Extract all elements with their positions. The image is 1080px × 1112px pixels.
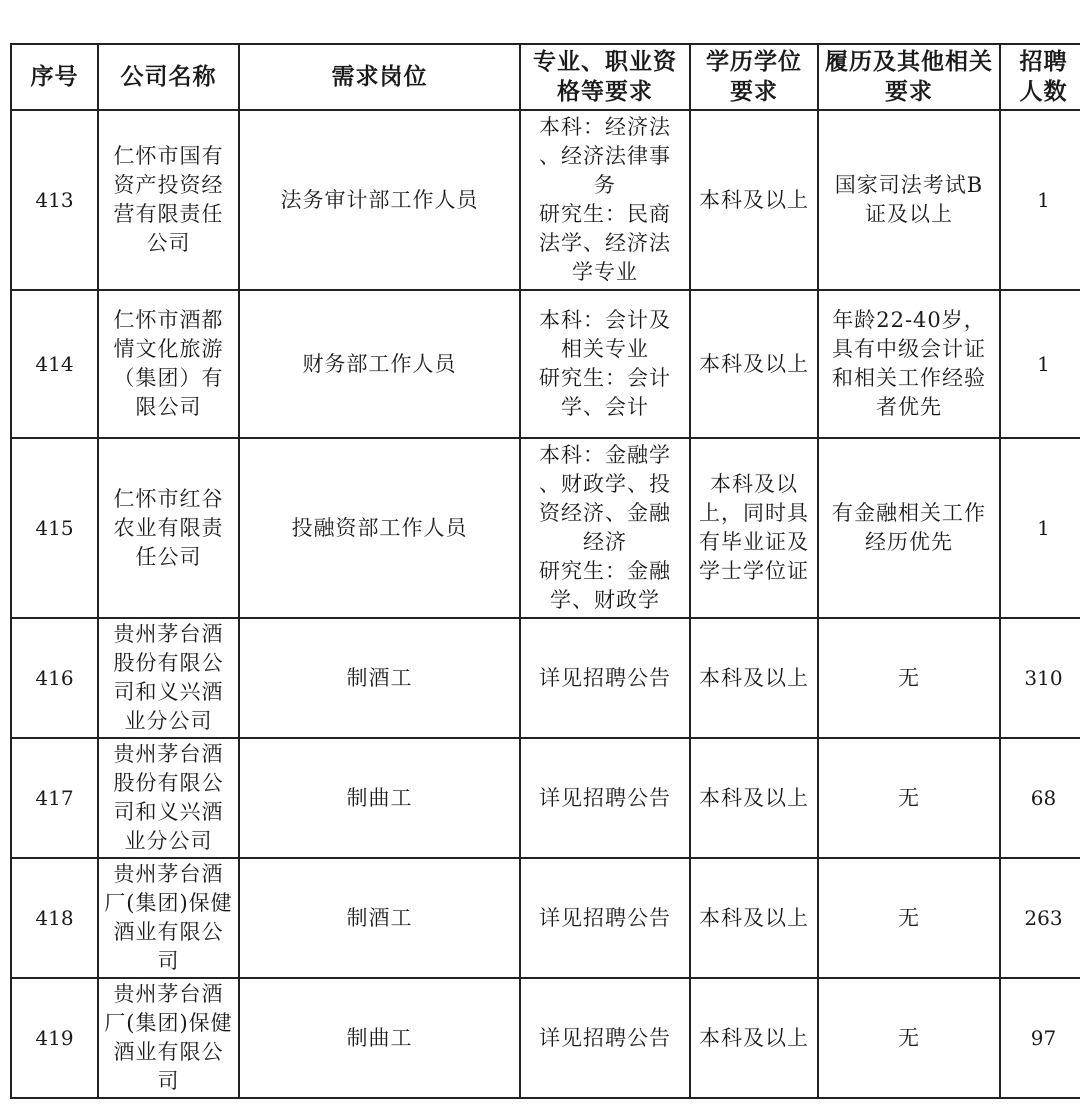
cell-seq: 417 [11, 738, 98, 858]
cell-seq: 415 [11, 438, 98, 618]
cell-experience-line: 年龄22-40岁， [832, 308, 986, 332]
cell-major-line: 研究生：会计 [539, 366, 671, 390]
cell-seq: 416 [11, 618, 98, 738]
cell-major [520, 290, 690, 438]
cell-major-line: 法学、经济法 [539, 231, 671, 255]
header-row [11, 44, 1080, 110]
cell-major-line: 详见招聘公告 [539, 1025, 671, 1050]
cell-position: 制曲工 [239, 738, 520, 858]
cell-major [520, 978, 690, 1098]
cell-major-line: 学、财政学 [550, 588, 660, 612]
cell-major [520, 438, 690, 618]
table-row [11, 438, 1080, 618]
cell-education: 本科及以上 [690, 290, 818, 438]
table-row [11, 978, 1080, 1098]
cell-experience-line: 有金融相关工作 [832, 501, 986, 525]
cell-experience [818, 618, 1000, 738]
header-seq: 序号 [11, 44, 98, 110]
cell-experience-line: 具有中级会计证 [832, 337, 986, 361]
cell-experience [818, 110, 1000, 290]
cell-seq: 413 [11, 110, 98, 290]
cell-company: 贵州茅台酒股份有限公司和义兴酒业分公司 [98, 738, 239, 858]
cell-education: 本科及以上 [690, 978, 818, 1098]
cell-experience [818, 438, 1000, 618]
table-row [11, 110, 1080, 290]
cell-major [520, 858, 690, 978]
cell-major-line: 经济 [583, 530, 627, 554]
cell-position: 财务部工作人员 [239, 290, 520, 438]
cell-experience-line: 无 [898, 1025, 920, 1050]
cell-major-line: 资经济、金融 [539, 501, 671, 525]
cell-experience-line: 无 [898, 665, 920, 690]
header-position: 需求岗位 [239, 44, 520, 110]
cell-experience [818, 738, 1000, 858]
cell-major-line: 详见招聘公告 [539, 905, 671, 930]
cell-seq: 419 [11, 978, 98, 1098]
header-education: 学历学位要求 [690, 44, 818, 110]
cell-experience-line: 经历优先 [865, 530, 953, 554]
cell-major-line: 本科：金融学 [539, 443, 671, 467]
cell-major-line: 研究生：民商 [539, 202, 671, 226]
cell-major-line: 务 [594, 173, 616, 197]
cell-major-line: 详见招聘公告 [539, 665, 671, 690]
cell-count: 1 [1000, 290, 1080, 438]
cell-company: 仁怀市国有资产投资经营有限责任公司 [98, 110, 239, 290]
cell-seq: 414 [11, 290, 98, 438]
cell-experience [818, 978, 1000, 1098]
cell-count: 1 [1000, 438, 1080, 618]
cell-position: 制曲工 [239, 978, 520, 1098]
cell-company: 贵州茅台酒厂(集团)保健酒业有限公司 [98, 858, 239, 978]
cell-major [520, 738, 690, 858]
cell-position: 投融资部工作人员 [239, 438, 520, 618]
cell-company: 贵州茅台酒厂(集团)保健酒业有限公司 [98, 978, 239, 1098]
cell-count: 1 [1000, 110, 1080, 290]
cell-position: 法务审计部工作人员 [239, 110, 520, 290]
header-company: 公司名称 [98, 44, 239, 110]
cell-major-line: 学、会计 [561, 395, 649, 419]
cell-experience-line: 无 [898, 905, 920, 930]
cell-major-line: 研究生：金融 [539, 559, 671, 583]
table-row [11, 618, 1080, 738]
cell-count: 68 [1000, 738, 1080, 858]
cell-major-line: 、经济法律事 [539, 144, 671, 168]
header-count: 招聘人数 [1000, 44, 1080, 110]
cell-education: 本科及以上 [690, 618, 818, 738]
cell-experience-line: 者优先 [876, 395, 942, 419]
cell-education: 本科及以上 [690, 858, 818, 978]
cell-education: 本科及以上 [690, 738, 818, 858]
cell-major [520, 110, 690, 290]
cell-experience [818, 290, 1000, 438]
cell-major-line: 本科：经济法 [539, 115, 671, 139]
cell-major-line: 详见招聘公告 [539, 785, 671, 810]
cell-experience-line: 和相关工作经验 [832, 366, 986, 390]
header-major: 专业、职业资格等要求 [520, 44, 690, 110]
cell-count: 310 [1000, 618, 1080, 738]
cell-major [520, 618, 690, 738]
cell-company: 贵州茅台酒股份有限公司和义兴酒业分公司 [98, 618, 239, 738]
cell-education: 本科及以上 [690, 110, 818, 290]
cell-major-line: 、财政学、投 [539, 472, 671, 496]
header-experience: 履历及其他相关要求 [818, 44, 1000, 110]
table-row [11, 858, 1080, 978]
cell-experience [818, 858, 1000, 978]
cell-major-line: 相关专业 [561, 337, 649, 361]
cell-experience-line: 国家司法考试B [834, 173, 984, 197]
cell-position: 制酒工 [239, 618, 520, 738]
cell-company: 仁怀市红谷农业有限责任公司 [98, 438, 239, 618]
table-row [11, 290, 1080, 438]
cell-count: 263 [1000, 858, 1080, 978]
cell-position: 制酒工 [239, 858, 520, 978]
cell-experience-line: 证及以上 [865, 202, 953, 226]
recruitment-table-sheet [10, 43, 1080, 1099]
recruitment-table [10, 43, 1080, 1099]
table-row [11, 738, 1080, 858]
cell-seq: 418 [11, 858, 98, 978]
cell-education: 本科及以上，同时具有毕业证及学士学位证 [690, 438, 818, 618]
cell-count: 97 [1000, 978, 1080, 1098]
cell-major-line: 本科：会计及 [539, 308, 671, 332]
cell-experience-line: 无 [898, 785, 920, 810]
cell-major-line: 学专业 [572, 260, 638, 284]
cell-company: 仁怀市酒都情文化旅游（集团）有限公司 [98, 290, 239, 438]
